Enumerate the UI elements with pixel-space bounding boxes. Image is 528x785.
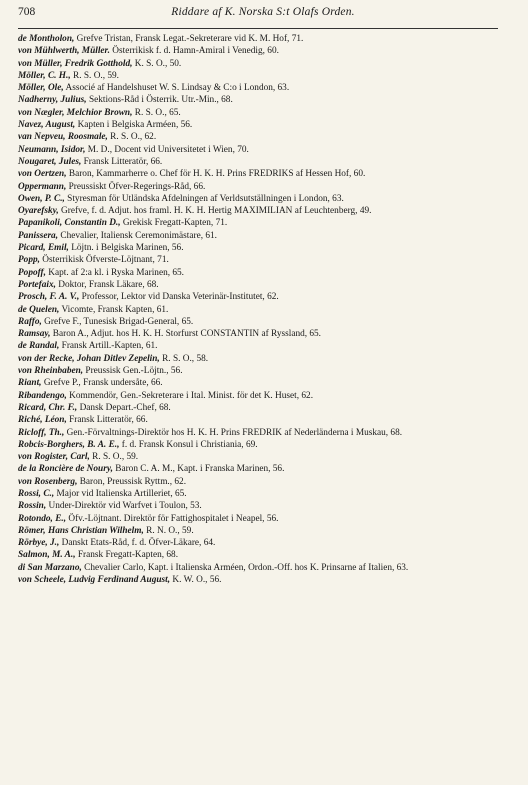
list-item	[18, 168, 498, 180]
entry-text: Under-Direktör vid Warfvet i Toulon, 53.	[46, 501, 202, 512]
entry-text: Kapt. af 2:a kl. i Ryska Marinen, 65.	[45, 267, 185, 278]
entry-name: Römer, Hans Christian Wilhelm,	[18, 525, 144, 536]
list-item	[18, 340, 498, 352]
list-item	[18, 500, 498, 512]
entry-name: Nougaret, Jules,	[18, 156, 82, 167]
entry-name: Papanikoli, Constantin D.,	[18, 218, 121, 229]
entry-name: Möller, Ole,	[18, 83, 64, 94]
entry-name: von der Recke, Johan Ditlev Zepelin,	[18, 353, 160, 364]
entry-text: Kommendör, Gen.-Sekreterare i Ital. Minist. för det K. Huset, 62.	[66, 390, 314, 401]
running-title: Riddare af K. Norska S:t Olafs Orden.	[171, 6, 355, 18]
list-item	[18, 353, 498, 365]
entry-text: Associé af Handelshuset W. S. Lindsay & C:o i London, 63.	[63, 83, 290, 94]
entry-name: von Oertzen,	[18, 169, 67, 180]
list-item	[18, 513, 498, 525]
entry-name: van Nepveu, Roosmale,	[18, 132, 108, 143]
list-item	[18, 291, 498, 303]
entry-name: Ricard, Chr. F.,	[18, 402, 78, 413]
entry-name: Robcis-Borghers, B. A. E.,	[18, 439, 120, 450]
list-item	[18, 156, 498, 168]
entry-text: Baron A., Adjut. hos H. K. H. Storfurst CONSTANTIN af Ryssland, 65.	[50, 329, 322, 340]
entry-text: Preussiskt Öfver-Regerings-Råd, 66.	[66, 181, 206, 192]
entry-text: Löjtn. i Belgiska Marinen, 56.	[68, 243, 184, 254]
list-item	[18, 70, 498, 82]
entry-name: Rossi, C.,	[18, 488, 55, 499]
entry-text: Österrikisk f. d. Hamn-Amiral i Venedig, 60.	[109, 46, 279, 57]
list-item	[18, 205, 498, 217]
list-item	[18, 230, 498, 242]
entry-list	[18, 33, 498, 586]
list-item	[18, 476, 498, 488]
list-item	[18, 439, 498, 451]
entry-name: Oppermann,	[18, 181, 67, 192]
page-number: 708	[18, 6, 36, 18]
list-item	[18, 377, 498, 389]
entry-name: Rossin,	[18, 501, 47, 512]
entry-text: Österrikisk Öfverste-Löjtnant, 71.	[39, 255, 169, 266]
list-item	[18, 131, 498, 143]
list-item	[18, 316, 498, 328]
page-header	[18, 6, 498, 28]
entry-name: von Müller, Fredrik Gotthold,	[18, 58, 133, 69]
list-item	[18, 193, 498, 205]
entry-name: de Randal,	[18, 341, 60, 352]
entry-text: Kapten i Belgiska Arméen, 56.	[75, 120, 193, 131]
entry-name: Rörbye, J.,	[18, 538, 60, 549]
entry-text: Chevalier Carlo, Kapt. i Italienska Arméen, Ordon.-Off. hos K. Prinsarne af Italien, 63.	[81, 562, 409, 573]
entry-name: Owen, P. C.,	[18, 193, 65, 204]
entry-name: Popp,	[18, 255, 40, 266]
entry-name: von Nægler, Melchior Brown,	[18, 107, 133, 118]
entry-text: Baron, Kammarherre o. Chef för H. K. H. Prins FREDRIKS af Hessen Hof, 60.	[66, 169, 366, 180]
entry-text: Styresman för Utländska Afdelningen af Verldsutställningen i London, 63.	[64, 193, 344, 204]
list-item	[18, 549, 498, 561]
entry-text: K. S. O., 50.	[132, 58, 182, 69]
entry-text: Grekisk Fregatt-Kapten, 71.	[120, 218, 228, 229]
entry-name: Riant,	[18, 378, 42, 389]
entry-name: di San Marzano,	[18, 562, 82, 573]
list-item	[18, 574, 498, 586]
entry-text: K. W. O., 56.	[170, 575, 222, 586]
entry-name: Portefaix,	[18, 279, 56, 290]
entry-name: Möller, C. H.,	[18, 70, 71, 81]
entry-name: de Quelen,	[18, 304, 60, 315]
list-item	[18, 119, 498, 131]
entry-text: Fransk Litteratör, 66.	[66, 415, 148, 426]
entry-text: R. S. O., 65.	[132, 107, 181, 118]
entry-name: von Mühlwerth, Müller.	[18, 46, 110, 57]
entry-name: Navez, August,	[18, 120, 76, 131]
entry-text: R. N. O., 59.	[143, 525, 194, 536]
list-item	[18, 525, 498, 537]
entry-text: Doktor, Fransk Läkare, 68.	[55, 279, 159, 290]
list-item	[18, 33, 498, 45]
list-item	[18, 365, 498, 377]
list-item	[18, 279, 498, 291]
entry-text: Chevalier, Italiensk Ceremonimästare, 61.	[58, 230, 217, 241]
list-item	[18, 488, 498, 500]
entry-text: Grefve P., Fransk undersåte, 66.	[41, 378, 163, 389]
entry-text: R. S. O., 59.	[70, 70, 120, 81]
list-item	[18, 107, 498, 119]
list-item	[18, 45, 498, 57]
entry-text: R. S. O., 59.	[89, 452, 139, 463]
entry-text: Grefve, f. d. Adjut. hos framl. H. K. H. Hertig MAXIMILIAN af Leuchtenberg, 49.	[58, 206, 372, 217]
list-item	[18, 463, 498, 475]
entry-text: R. S. O., 58.	[159, 353, 209, 364]
list-item	[18, 390, 498, 402]
list-item	[18, 181, 498, 193]
list-item	[18, 242, 498, 254]
entry-text: Öfv.-Löjtnant. Direktör för Fattighospitalet i Neapel, 56.	[66, 513, 279, 524]
list-item	[18, 82, 498, 94]
list-item	[18, 144, 498, 156]
entry-text: Grefve F., Tunesisk Brigad-General, 65.	[41, 316, 194, 327]
entry-name: Popoff,	[18, 267, 46, 278]
entry-text: Sektions-Råd i Österrik. Utr.-Min., 68.	[86, 95, 233, 106]
entry-text: f. d. Fransk Konsul i Christiania, 69.	[119, 439, 258, 450]
list-item	[18, 267, 498, 279]
header-rule	[18, 28, 498, 29]
entry-name: Riché, Léon,	[18, 415, 67, 426]
entry-name: von Rosenberg,	[18, 476, 78, 487]
entry-text: Dansk Depart.-Chef, 68.	[77, 402, 171, 413]
entry-name: de Montholon,	[18, 34, 75, 44]
entry-text: Vicomte, Fransk Kapten, 61.	[59, 304, 169, 315]
entry-name: Oyarefsky,	[18, 206, 59, 217]
list-item	[18, 94, 498, 106]
entry-name: von Rheinbaben,	[18, 366, 84, 377]
list-item	[18, 254, 498, 266]
list-item	[18, 562, 498, 574]
entry-text: Fransk Litteratör, 66.	[81, 156, 163, 167]
entry-name: von Rogister, Carl,	[18, 452, 90, 463]
entry-text: Professor, Lektor vid Danska Veterinär-Institutet, 62.	[79, 292, 279, 303]
entry-name: Picard, Emil,	[18, 243, 69, 254]
entry-text: Baron, Preussisk Ryttm., 62.	[77, 476, 187, 487]
list-item	[18, 217, 498, 229]
entry-name: Ramsay,	[18, 329, 51, 340]
entry-name: Nadherny, Julius,	[18, 95, 87, 106]
entry-text: Fransk Fregatt-Kapten, 68.	[75, 550, 179, 561]
entry-name: von Scheele, Ludvig Ferdinand August,	[18, 575, 171, 586]
entry-text: Major vid Italienska Artilleriet, 65.	[54, 488, 187, 499]
entry-text: M. D., Docent vid Universitetet i Wien, 70.	[85, 144, 249, 155]
list-item	[18, 402, 498, 414]
entry-name: Rotondo, E.,	[18, 513, 67, 524]
entry-text: Preussisk Gen.-Löjtn., 56.	[83, 366, 183, 377]
entry-name: de la Roncière de Noury,	[18, 464, 113, 475]
list-item	[18, 328, 498, 340]
list-item	[18, 414, 498, 426]
list-item	[18, 427, 498, 439]
entry-text: Baron C. A. M., Kapt. i Franska Marinen, 56.	[112, 464, 285, 475]
entry-text: Gen.-Förvaltnings-Direktör hos H. K. H. Prins FREDRIK af Nederländerna i Muskau, 68.	[64, 427, 403, 438]
list-item	[18, 451, 498, 463]
entry-name: Ribandengo,	[18, 390, 67, 401]
list-item	[18, 304, 498, 316]
entry-text: R. S. O., 62.	[107, 132, 157, 143]
entry-name: Salmon, M. A.,	[18, 550, 76, 561]
list-item	[18, 58, 498, 70]
entry-text: Danskt Etats-Råd, f. d. Öfver-Läkare, 64.	[59, 538, 216, 549]
entry-text: Grefve Tristan, Fransk Legat.-Sekreterare vid K. M. Hof, 71.	[74, 34, 304, 44]
entry-name: Prosch, F. A. V.,	[18, 292, 80, 303]
entry-name: Ricloff, Th.,	[18, 427, 65, 438]
entry-name: Neumann, Isidor,	[18, 144, 86, 155]
entry-name: Panissera,	[18, 230, 59, 241]
entry-text: Fransk Artill.-Kapten, 61.	[59, 341, 158, 352]
list-item	[18, 537, 498, 549]
entry-name: Raffo,	[18, 316, 42, 327]
